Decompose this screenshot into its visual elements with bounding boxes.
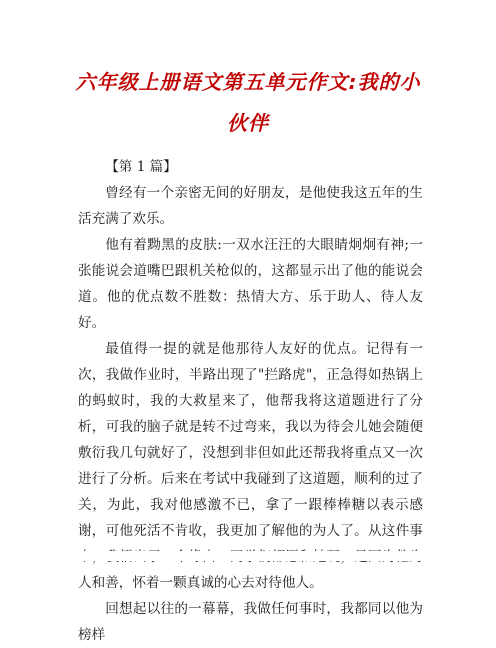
document-title-line-1: 六年级上册语文第五单元作文:我的小: [75, 70, 421, 94]
page-bottom-edge: [0, 551, 496, 561]
paragraph-2: 他有着黝黑的皮肤:一双水汪汪的大眼睛炯炯有神;一张能说会道嘴巴跟机关枪似的，这都显示出了他的能说会道。他的优点数不胜数：热情大方、乐于助人、待人友好。: [78, 237, 423, 331]
paragraph-3: 最值得一提的就是他那待人友好的优点。记得有一次，我做作业时，半路出现了"拦路虎"，正急得如热锅上的蚂蚁时，我的大救星来了，他帮我将这道题进行了分析，可我的脑子就是转不过弯来，我以为待会儿她会随便敷衍我几句就好了，没想到非但如此还帮我将重点又一次进行了分析。后来在考试中我碰到了这道题，顺利的过了关，为此，我对他感激不已，拿了一跟棒棒糖以表示感谢，可他死活不肯收，我更加了解他的为人了。从这件事 人和善，怀着一颗真诚的心去对待他人。: [78, 341, 423, 591]
document-title-line-2: 伙伴: [227, 111, 269, 135]
document-body: [78, 154, 423, 648]
section-label: 【第 1 篇】: [105, 159, 177, 175]
paragraph-4: 回想起以往的一幕幕，我做任何事时，我都同以他为榜样: [78, 601, 423, 643]
paragraph-1: 曾经有一个亲密无间的好朋友，是他使我这五年的生活充满了欢乐。: [78, 185, 423, 227]
